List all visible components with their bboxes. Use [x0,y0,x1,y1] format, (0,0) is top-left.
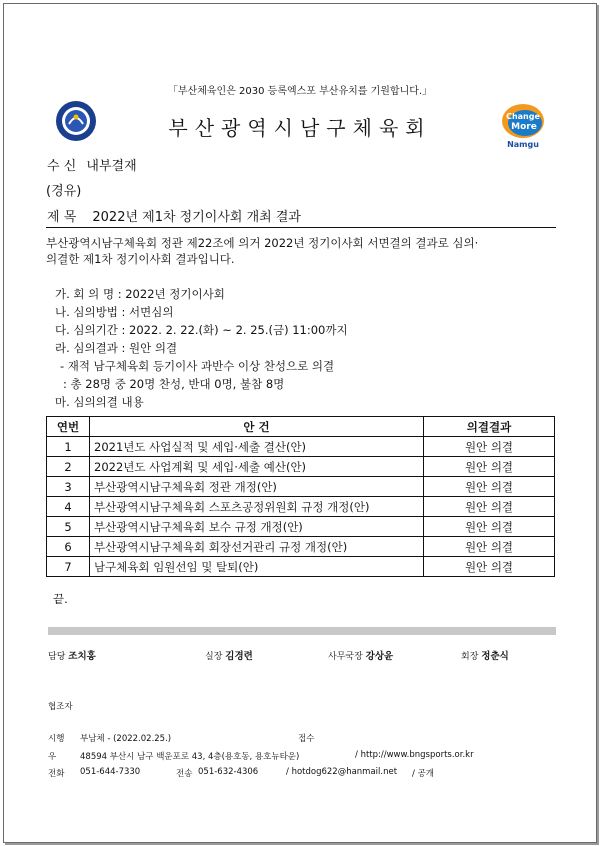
recipient-value: 내부결재 [86,159,137,174]
row-result: 원안 의결 [424,557,555,577]
fax-number: 051-632-4306 [198,767,259,777]
row-result: 원안 의결 [424,497,555,517]
subject-row [47,206,301,225]
signature-secretary-general [328,648,393,662]
phone-number: 051-644-7330 [80,767,141,777]
header-result: 의결결과 [424,417,555,437]
fax-label: 전송 [176,769,193,779]
subject-label: 제 목 [47,210,77,225]
signature-name: 정춘식 [481,651,509,662]
item-meeting-name: 가. 회 의 명 : 2022년 정기이사회 [55,287,225,301]
website-url[interactable]: / http://www.bngsports.or.kr [355,750,474,760]
table-row [47,497,555,517]
logo-text-change: Change [506,112,540,121]
row-number: 1 [47,437,90,457]
row-number: 5 [47,517,90,537]
row-number: 7 [47,557,90,577]
header-agenda: 안 건 [90,417,424,437]
table-header-row [47,417,555,437]
table-row [47,437,555,457]
disclosure-status: / 공개 [412,769,434,779]
signature-role: 사무국장 [328,652,363,662]
row-agenda: 남구체육회 임원선임 및 탈퇴(안) [90,557,424,577]
table-row [47,537,555,557]
organization-name: 부산광역시남구체육회 [168,116,432,140]
change-more-namgu-logo [498,102,548,150]
row-agenda: 부산광역시남구체육회 스포츠공정위원회 규정 개정(안) [90,497,424,517]
signature-role: 실장 [205,652,223,662]
row-agenda: 부산광역시남구체육회 정관 개정(안) [90,477,424,497]
item-result-count: : 총 28명 중 20명 찬성, 반대 0명, 불참 8명 [63,377,285,391]
item-period: 다. 심의기간 : 2022. 2. 22.(화) ~ 2. 25.(금) 11:00까지 [55,323,348,337]
recipient-row [47,155,137,174]
end-mark: 끝. [53,592,68,606]
row-number: 6 [47,537,90,557]
enforce-value: 부남체 - (2022.02.25.) [80,734,172,744]
recipient-label: 수 신 [47,159,77,174]
table-row [47,477,555,497]
header-number: 연번 [47,417,90,437]
intro-line-1: 부산광역시남구체육회 정관 제22조에 의거 2022년 정기이사회 서면결의 결과로 심의· [46,236,479,250]
row-result: 원안 의결 [424,437,555,457]
row-result: 원안 의결 [424,517,555,537]
row-number: 2 [47,457,90,477]
row-result: 원안 의결 [424,457,555,477]
item-result: 라. 심의결과 : 원안 의결 [55,341,178,355]
logo-text-namgu: Namgu [507,140,539,149]
phone-label: 전화 [48,769,65,779]
resolution-table [46,416,555,577]
row-agenda: 2022년도 사업계획 및 세입·세출 예산(안) [90,457,424,477]
signature-name: 김경련 [225,651,253,662]
subject-value: 2022년 제1차 정기이사회 개최 결과 [92,210,301,225]
signature-manager [205,648,253,662]
logo-text-more: More [511,122,537,132]
item-content-heading: 마. 심의의결 내용 [55,395,144,409]
email-address[interactable]: / hotdog622@hanmail.net [286,767,398,777]
address: 48594 부산시 남구 백운포로 43, 4층(용호동, 용호뉴타운) [80,752,300,762]
table-row [47,557,555,577]
cooperator-label: 협조자 [48,702,73,712]
enforce-label: 시행 [48,734,65,744]
slogan: 「부산체육인은 2030 등록엑스포 부산유치를 기원합니다.」 [167,86,433,97]
signature-name: 강상윤 [365,651,394,662]
signature-role: 담당 [48,652,66,662]
signature-divider-bar [48,627,556,635]
row-result: 원안 의결 [424,477,555,497]
item-result-detail: - 재적 남구체육회 등기이사 과반수 이상 찬성으로 의결 [60,359,335,373]
receipt-label: 접수 [298,734,315,744]
table-row [47,457,555,477]
row-agenda: 부산광역시남구체육회 회장선거관리 규정 개정(안) [90,537,424,557]
row-number: 3 [47,477,90,497]
item-method: 나. 심의방법 : 서면심의 [55,305,174,319]
row-agenda: 부산광역시남구체육회 보수 규정 개정(안) [90,517,424,537]
signature-staff [48,648,96,662]
signature-name: 조치홍 [68,651,96,662]
row-agenda: 2021년도 사업실적 및 세입·세출 결산(안) [90,437,424,457]
row-result: 원안 의결 [424,537,555,557]
zip-label: 우 [48,752,57,762]
intro-line-2: 의결한 제1차 정기이사회 결과입니다. [46,252,235,266]
row-number: 4 [47,497,90,517]
subject-divider [46,227,556,228]
signature-chairman [461,648,509,662]
via-label: (경유) [46,184,82,199]
signature-role: 회장 [461,652,479,662]
table-row [47,517,555,537]
